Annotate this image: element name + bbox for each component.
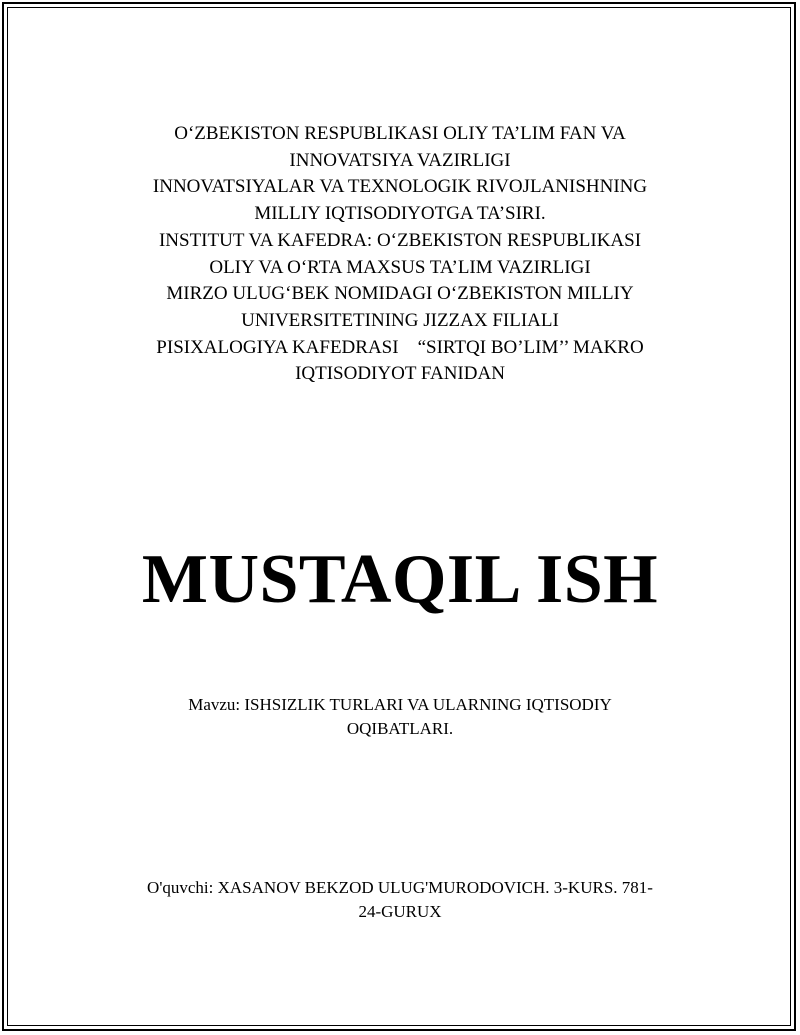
header-line: INSTITUT VA KAFEDRA: O‘ZBEKISTON RESPUBLIKASI (158, 229, 642, 251)
topic (60, 693, 740, 741)
student-line: 24-GURUX (358, 902, 442, 921)
document-title: MUSTAQIL ISH (141, 541, 659, 618)
institution-header (60, 121, 740, 388)
header-line: INNOVATSIYALAR VA TEXNOLOGIK RIVOJLANISHNING (152, 176, 648, 198)
student-line: O'quvchi: XASANOV BEKZOD ULUG'MURODOVICH. 3-KURS. 781- (147, 878, 653, 897)
header-line: PISIXALOGIYA KAFEDRASI “SIRTQI BO’LIM’’ MAKRO (156, 336, 644, 358)
header-line: IQTISODIYOT FANIDAN (295, 363, 505, 385)
topic-line: Mavzu: ISHSIZLIK TURLARI VA ULARNING IQTISODIY (188, 695, 612, 714)
header-line: OLIY VA O‘RTA MAXSUS TA’LIM VAZIRLIGI (209, 256, 591, 278)
header-line: UNIVERSITETINING JIZZAX FILIALI (241, 309, 559, 331)
topic-line: OQIBATLARI. (346, 719, 454, 738)
header-line: MILLIY IQTISODIYOTGA TA’SIRI. (254, 203, 546, 225)
header-line: INNOVATSIYA VAZIRLIGI (289, 149, 511, 171)
header-line: MIRZO ULUG‘BEK NOMIDAGI O‘ZBEKISTON MILLIY (166, 283, 634, 305)
header-line: O‘ZBEKISTON RESPUBLIKASI OLIY TA’LIM FAN VA (174, 123, 626, 144)
student-info (60, 876, 740, 924)
